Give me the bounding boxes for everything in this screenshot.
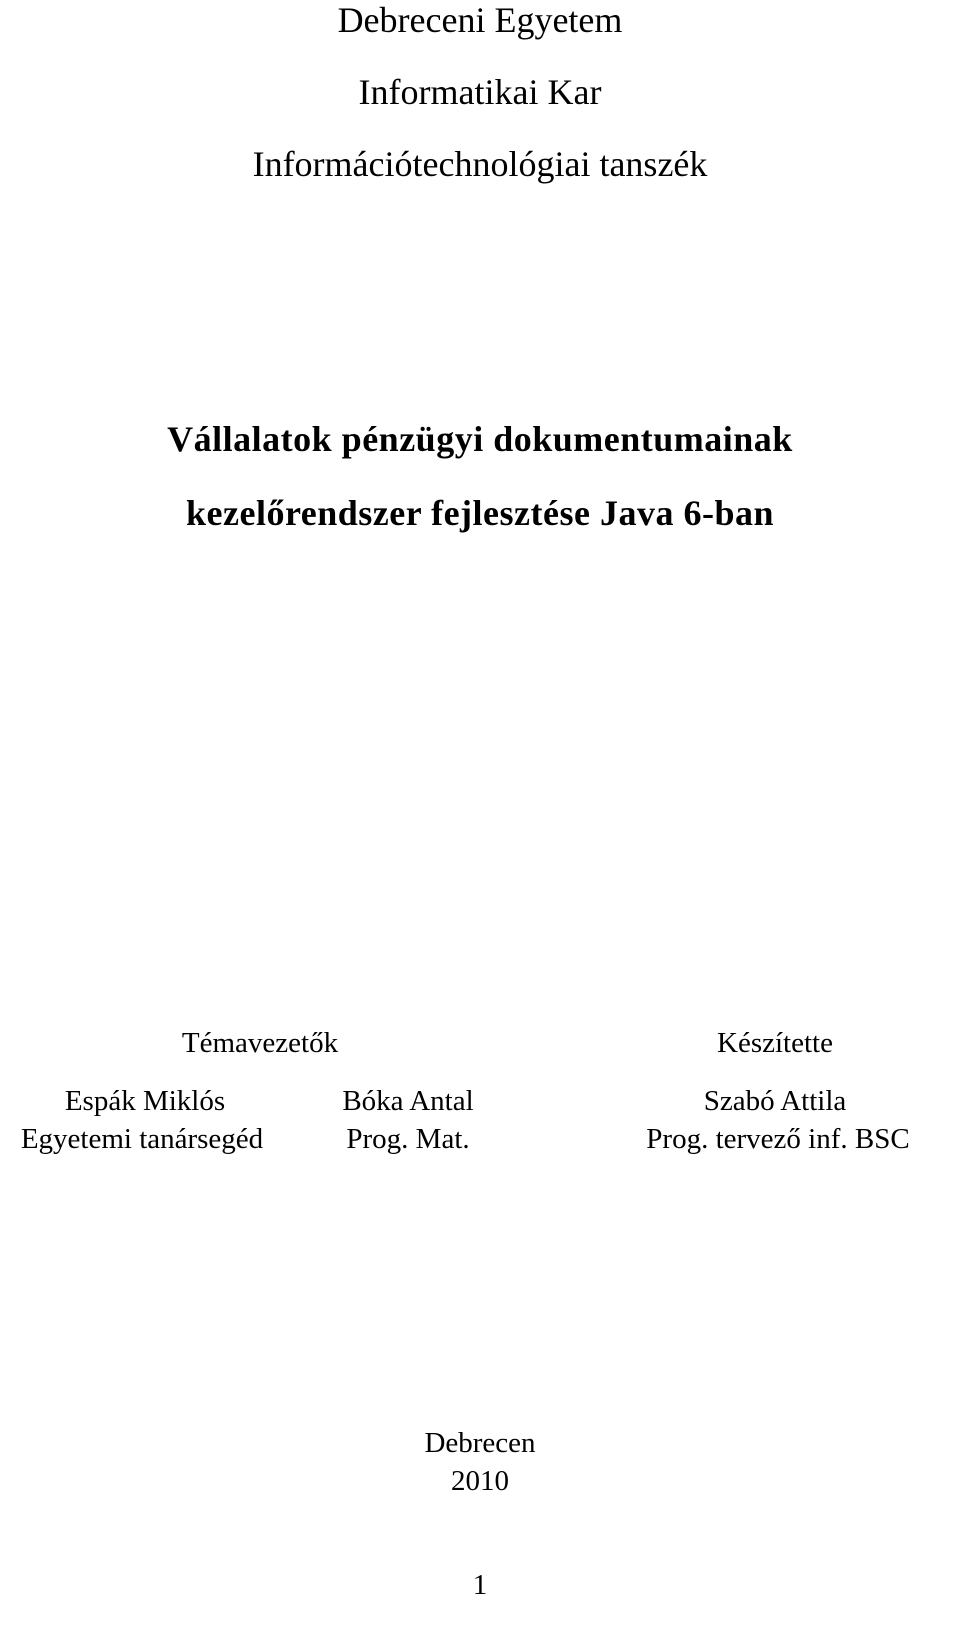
author-role: Prog. tervező inf. BSC [646, 1123, 910, 1155]
supervisor-2-name: Bóka Antal [342, 1085, 474, 1117]
author-heading: Készítette [717, 1027, 833, 1059]
thesis-title-line-2: kezelőrendszer fejlesztése Java 6-ban [185, 493, 774, 533]
faculty-name: Informatikai Kar [358, 72, 602, 112]
supervisors-heading: Témavezetők [181, 1027, 339, 1059]
supervisor-2-role: Prog. Mat. [346, 1123, 470, 1155]
supervisor-1-role: Egyetemi tanársegéd [20, 1123, 264, 1155]
supervisor-1-name: Espák Miklós [64, 1085, 226, 1117]
footer-year: 2010 [451, 1465, 509, 1497]
university-name: Debreceni Egyetem [337, 0, 623, 40]
page-number: 1 [472, 1569, 488, 1601]
author-name: Szabó Attila [703, 1085, 847, 1117]
footer-city: Debrecen [424, 1427, 536, 1459]
department-name: Információtechnológiai tanszék [252, 144, 708, 184]
thesis-title-line-1: Vállalatok pénzügyi dokumentumainak [167, 419, 793, 459]
